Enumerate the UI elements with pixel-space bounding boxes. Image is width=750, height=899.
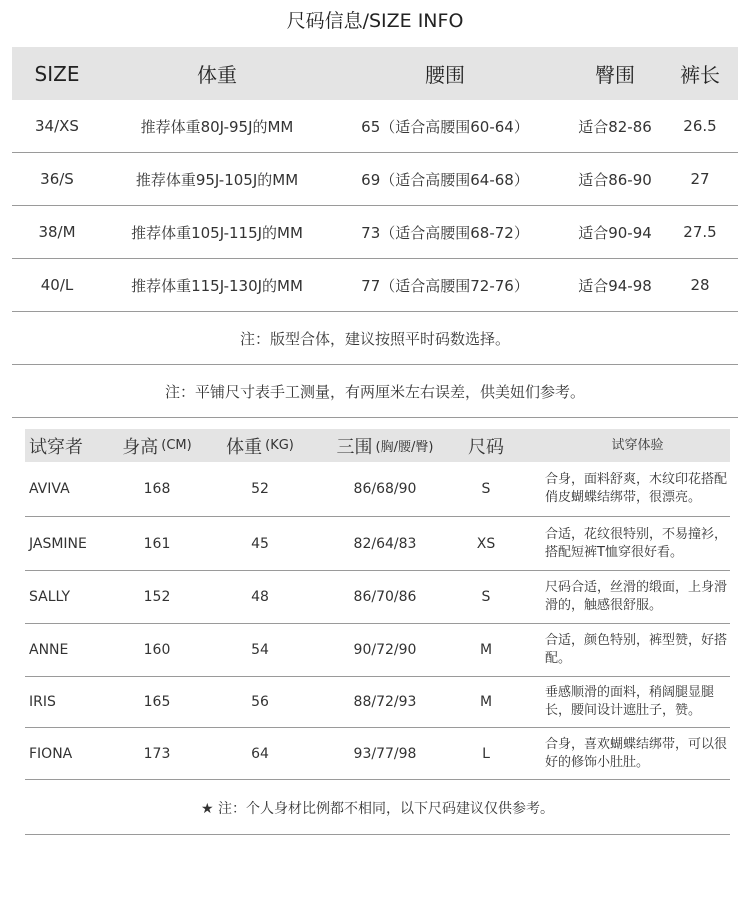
header-weight (220, 429, 300, 462)
waist-cell: 69（适合高腰围64-68） (361, 170, 529, 189)
length-cell: 28 (690, 276, 710, 294)
size-cell: 34/XS (35, 117, 79, 135)
tester-height: 152 (143, 589, 171, 605)
size-cell: 38/M (38, 223, 76, 241)
weight-cell: 推荐体重80J-95J的MM (140, 117, 294, 136)
table-row (25, 728, 730, 780)
table-row (12, 100, 738, 153)
tester-experience: 合适，花纹很特别，不易撞衫，搭配短裤T恤穿很好看。 (545, 526, 728, 560)
fit-note: 注：版型合体，建议按照平时码数选择。 (12, 312, 738, 365)
tester-name: JASMINE (29, 535, 87, 552)
weight-cell: 推荐体重115J-130J的MM (131, 276, 303, 295)
size-cell: 36/S (40, 170, 74, 188)
weight-cell: 推荐体重105J-115J的MM (131, 223, 303, 242)
tester-weight: 54 (251, 642, 269, 658)
tester-measurements: 86/68/90 (353, 481, 417, 497)
tester-name: SALLY (29, 589, 71, 605)
tester-measurements: 88/72/93 (353, 694, 417, 710)
table-row (12, 153, 738, 206)
measure-note: 注：平铺尺寸表手工测量，有两厘米左右误差，供美妞们参考。 (12, 365, 738, 418)
table-row (25, 462, 730, 517)
header-waist: 腰围 (425, 63, 465, 87)
header-measurements (315, 429, 455, 462)
table-row (12, 259, 738, 312)
tester-weight: 64 (251, 745, 269, 762)
tester-weight: 52 (251, 481, 269, 497)
header-height-unit: (CM) (161, 438, 192, 453)
length-cell: 26.5 (683, 117, 717, 135)
header-measure-unit: (胸/腰/臀) (375, 440, 434, 455)
header-weight-label: 体重 (226, 436, 263, 458)
tester-experience: 合适，颜色特别，裤型赞，好搭配。 (545, 633, 728, 666)
tester-measurements: 82/64/83 (353, 535, 417, 552)
try-on-header (25, 429, 730, 462)
table-row (25, 517, 730, 571)
header-experience: 试穿体验 (611, 437, 664, 453)
header-weight: 体重 (197, 63, 237, 87)
length-cell: 27 (690, 170, 710, 188)
tester-name: ANNE (29, 642, 69, 658)
tester-weight: 48 (251, 589, 269, 605)
hip-cell: 适合94-98 (578, 276, 652, 295)
tester-size: S (481, 589, 491, 605)
table-row (25, 624, 730, 677)
tester-experience: 合身，面料舒爽，木纹印花搭配俏皮蝴蝶结绑带，很漂亮。 (545, 472, 728, 505)
tester-height: 160 (143, 642, 171, 658)
tester-name: AVIVA (29, 481, 70, 497)
hip-cell: 适合90-94 (578, 223, 652, 242)
waist-cell: 77（适合高腰围72-76） (361, 276, 529, 295)
tester-weight: 56 (251, 694, 269, 710)
header-length: 裤长 (680, 63, 720, 87)
tester-size: L (482, 745, 490, 762)
header-hip: 臀围 (595, 63, 635, 87)
tester-height: 173 (143, 745, 171, 762)
tester-experience: 垂感顺滑的面料，稍阔腿显腿长，腰间设计遮肚子，赞。 (545, 685, 715, 718)
size-table-header (12, 47, 738, 100)
header-size: SIZE (34, 61, 80, 86)
weight-cell: 推荐体重95J-105J的MM (135, 170, 299, 189)
tester-measurements: 90/72/90 (353, 642, 417, 658)
header-height (117, 429, 197, 462)
page-title: 尺码信息/SIZE INFO (286, 10, 464, 32)
tester-weight: 45 (251, 535, 269, 552)
header-tester: 试穿者 (29, 436, 83, 458)
size-table (12, 47, 738, 312)
try-on-table (25, 429, 730, 780)
tester-name: FIONA (29, 745, 73, 762)
hip-cell: 适合86-90 (578, 170, 652, 189)
table-row (25, 677, 730, 728)
disclaimer-note: ★ 注：个人身材比例都不相同，以下尺码建议仅供参考。 (25, 781, 730, 835)
header-height-label: 身高 (122, 436, 159, 458)
size-cell: 40/L (40, 276, 74, 294)
tester-name: IRIS (29, 694, 56, 710)
header-weight-unit: (KG) (265, 438, 294, 453)
header-size: 尺码 (468, 436, 504, 458)
length-cell: 27.5 (683, 223, 717, 241)
tester-experience: 尺码合适，丝滑的缎面，上身滑滑的，触感很舒服。 (545, 580, 728, 613)
waist-cell: 73（适合高腰围68-72） (361, 223, 529, 242)
waist-cell: 65（适合高腰围60-64） (361, 117, 529, 136)
header-measure-label: 三围 (336, 436, 373, 458)
hip-cell: 适合82-86 (578, 117, 652, 136)
tester-measurements: 93/77/98 (353, 745, 417, 762)
table-row (25, 571, 730, 624)
tester-size: M (479, 694, 493, 710)
tester-size: XS (476, 535, 496, 552)
tester-height: 161 (143, 535, 171, 552)
tester-experience: 合身，喜欢蝴蝶结绑带，可以很好的修饰小肚肚。 (545, 736, 728, 770)
tester-height: 165 (143, 694, 171, 710)
table-row (12, 206, 738, 259)
tester-height: 168 (143, 481, 171, 497)
tester-size: M (479, 642, 493, 658)
tester-measurements: 86/70/86 (353, 589, 417, 605)
tester-size: S (481, 481, 491, 497)
